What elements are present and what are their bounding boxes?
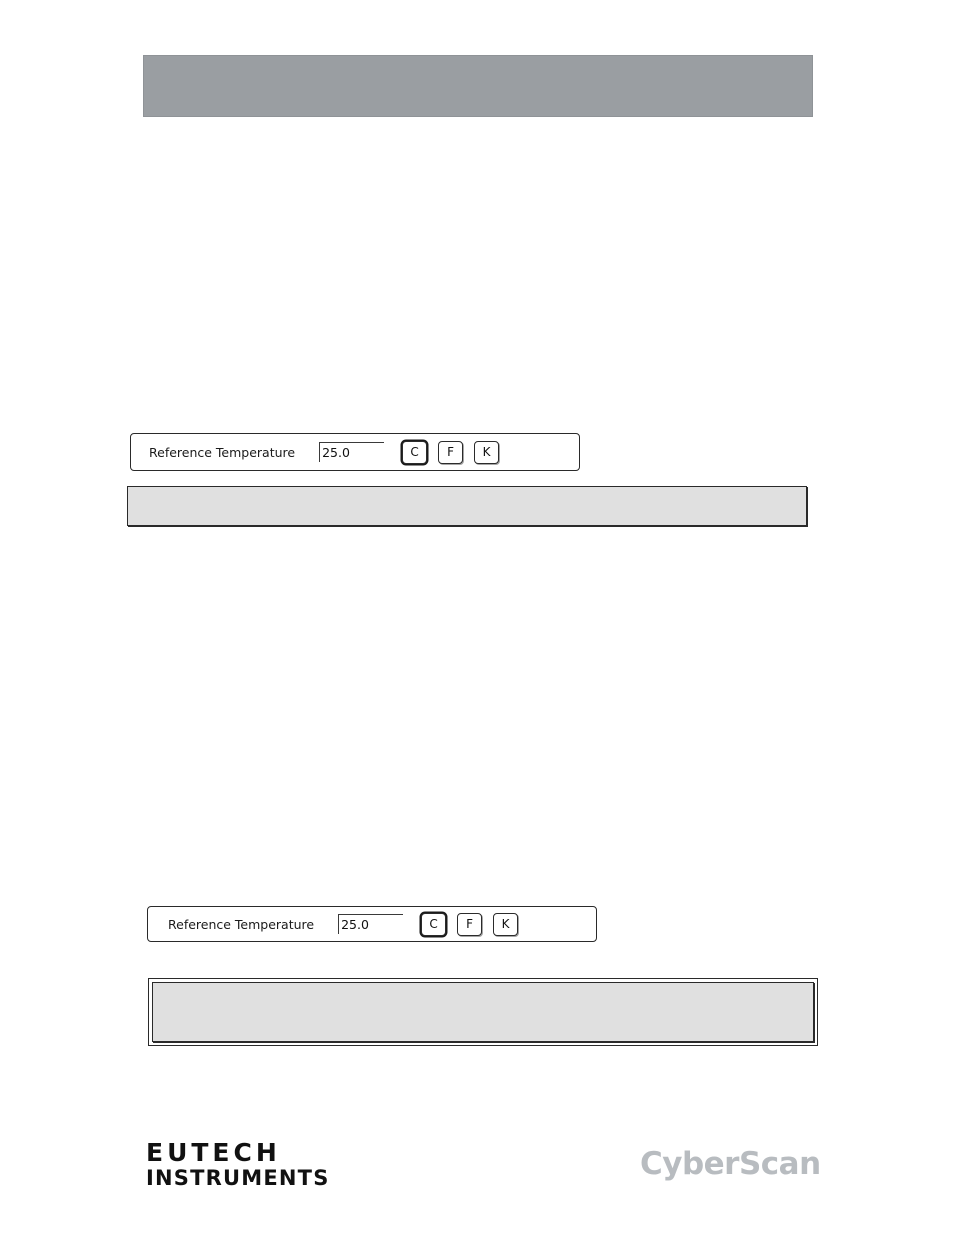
unit-button-f-1[interactable]: F — [438, 441, 463, 464]
reference-temperature-value-1[interactable]: 25.0 — [319, 442, 384, 462]
cyberscan-logo: CyberScan — [640, 1146, 821, 1182]
reference-temperature-panel-1[interactable] — [130, 433, 580, 471]
reference-temperature-panel-2[interactable] — [147, 906, 597, 942]
unit-button-c-2[interactable]: C — [421, 913, 446, 936]
reference-temperature-label-1: Reference Temperature — [149, 444, 296, 460]
unit-button-k-1[interactable]: K — [474, 441, 499, 464]
unit-button-f-2[interactable]: F — [457, 913, 482, 936]
eutech-logo-line2: INSTRUMENTS — [146, 1166, 330, 1190]
header-banner — [143, 55, 813, 117]
note-box-1 — [127, 486, 807, 526]
eutech-logo — [146, 1140, 336, 1195]
reference-temperature-label-2: Reference Temperature — [168, 916, 315, 932]
unit-button-k-2[interactable]: K — [493, 913, 518, 936]
eutech-logo-line1: EUTECH — [146, 1138, 281, 1167]
reference-temperature-value-2[interactable]: 25.0 — [338, 914, 403, 934]
unit-button-c-1[interactable]: C — [402, 441, 427, 464]
note-box-2 — [152, 982, 814, 1042]
